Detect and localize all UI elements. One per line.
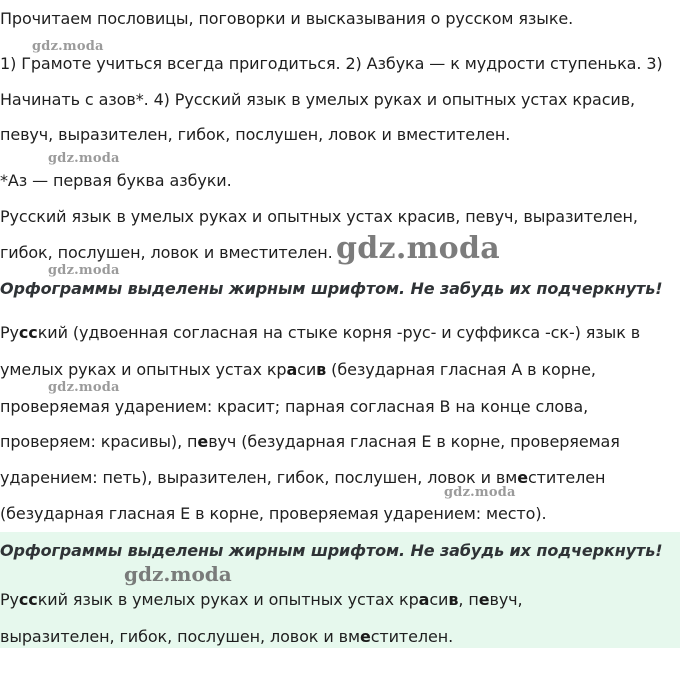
proverbs-line-3: певуч, выразителен, гибок, послушен, ловок и вместителен. (0, 125, 511, 144)
spelling-note-2: Орфограммы выделены жирным шрифтом. Не забудь их подчеркнуть! (0, 541, 663, 560)
analysis-line-1: Русский (удвоенная согласная на стыке корня -рус- и суффикса -ск-) язык в (0, 323, 641, 342)
answer-line-1: Русский язык в умелых руках и опытных устах красив, певуч, (0, 590, 523, 609)
spelling-note: Орфограммы выделены жирным шрифтом. Не забудь их подчеркнуть! (0, 279, 663, 298)
analysis-line-4: проверяем: красивы), певуч (безударная гласная Е в корне, проверяемая (0, 432, 620, 451)
answer-line-2: выразителен, гибок, послушен, ловок и вместителен. (0, 627, 454, 646)
copy-line-1: Русский язык в умелых руках и опытных устах красив, певуч, выразителен, (0, 207, 638, 226)
watermark-small: gdz.moda (48, 263, 120, 278)
watermark-large: gdz.moda (336, 231, 501, 266)
watermark-small: gdz.moda (48, 380, 120, 395)
proverbs-line-2: Начинать с азов*. 4) Русский язык в умелых руках и опытных устах красив, (0, 90, 636, 109)
watermark-small: gdz.moda (48, 151, 120, 166)
watermark-small: gdz.moda (444, 485, 516, 500)
intro-line: Прочитаем пословицы, поговорки и высказывания о русском языке. (0, 9, 574, 28)
watermark-medium: gdz.moda (124, 562, 232, 586)
analysis-line-6: (безударная гласная Е в корне, проверяемая ударением: место). (0, 504, 547, 523)
watermark-small: gdz.moda (32, 39, 104, 54)
analysis-line-5: ударением: петь), выразителен, гибок, послушен, ловок и вместителен (0, 468, 606, 487)
proverbs-line-1: 1) Грамоте учиться всегда пригодиться. 2) Азбука — к мудрости ступенька. 3) (0, 54, 663, 73)
analysis-line-3: проверяемая ударением: красит; парная согласная В на конце слова, (0, 397, 589, 416)
copy-line-2: гибок, послушен, ловок и вместителен. (0, 243, 333, 262)
analysis-line-2: умелых руках и опытных устах красив (безударная гласная А в корне, (0, 360, 596, 379)
footnote: *Аз — первая буква азбуки. (0, 171, 232, 190)
